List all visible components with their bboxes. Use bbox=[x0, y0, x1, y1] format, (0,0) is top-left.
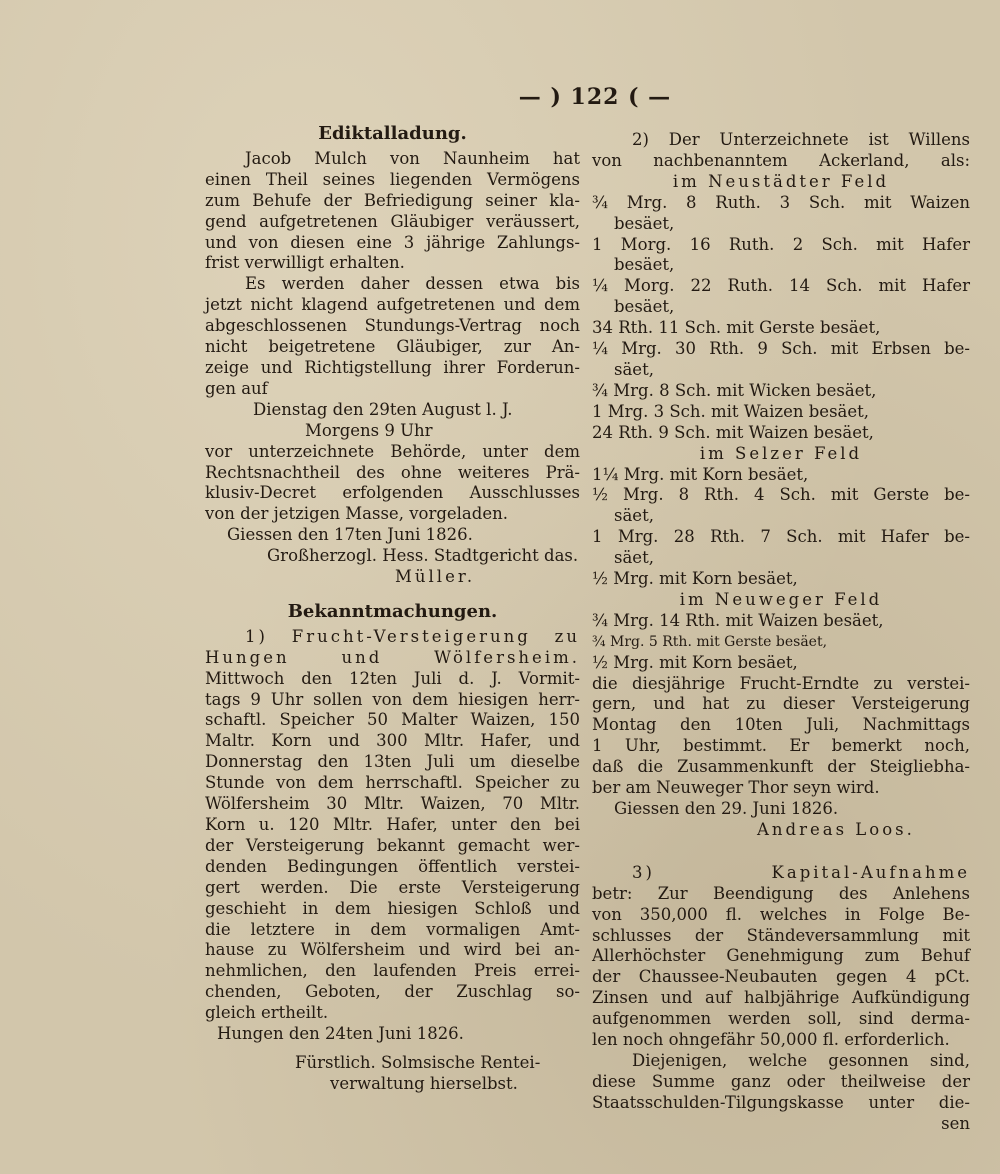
list-item: 1¼ Mrg. mit Korn besäet, bbox=[592, 464, 809, 484]
text-line: 1 Uhr, bestimmt. Er bemerkt noch, bbox=[592, 736, 970, 756]
text-line: klusiv-Decret erfolgenden Ausschlusses bbox=[205, 483, 580, 503]
text-line: chenden, Geboten, der Zuschlag so- bbox=[205, 982, 580, 1002]
list-item: besäet, bbox=[614, 255, 675, 275]
field-intro bbox=[592, 130, 970, 172]
text-line: Stunde von dem herrschaftl. Speicher zu bbox=[205, 773, 580, 793]
list-item: ¾ Mrg. 8 Sch. mit Wicken besäet, bbox=[592, 380, 877, 400]
list-item: besäet, bbox=[614, 213, 675, 233]
text-line: von der jetzigen Masse, vorgeladen. bbox=[205, 504, 508, 524]
list-item: ½ Mrg. mit Korn besäet, bbox=[592, 652, 798, 672]
field-heading: im Neustädter Feld bbox=[672, 171, 890, 191]
auction-authority-line: Fürstlich. Solmsische Rentei- bbox=[295, 1052, 541, 1072]
field-list-1 bbox=[592, 193, 970, 444]
text-line: schlusses der Ständeversammlung mit bbox=[592, 925, 970, 945]
text-line: hause zu Wölfersheim und wird bei an- bbox=[205, 940, 580, 960]
text-line: Staatsschulden-Tilgungskasse unter die- bbox=[592, 1092, 970, 1112]
text-line: zeige und Richtigstellung ihrer Forderun- bbox=[205, 357, 580, 377]
page-number: — ) 122 ( — bbox=[518, 84, 672, 110]
list-item: 1 Mrg. 28 Rth. 7 Sch. mit Hafer be- bbox=[592, 527, 970, 547]
spacer bbox=[205, 1045, 580, 1053]
text-line: die diesjährige Frucht-Erndte zu verstei- bbox=[592, 673, 970, 693]
text-line: Montag den 10ten Juli, Nachmittags bbox=[592, 715, 970, 735]
text-line: abgeschlossenen Stundungs-Vertrag noch bbox=[205, 316, 580, 336]
list-item: 34 Rth. 11 Sch. mit Gerste besäet, bbox=[592, 318, 881, 338]
edict-paragraph-3 bbox=[205, 442, 580, 526]
edict-paragraph-2 bbox=[205, 274, 580, 399]
list-item: ¾ Mrg. 8 Ruth. 3 Sch. mit Waizen bbox=[592, 192, 970, 212]
text-line: diese Summe ganz oder theilweise der bbox=[592, 1071, 970, 1091]
text-line: daß die Zusammenkunft der Steigliebha- bbox=[592, 757, 970, 777]
text-line: Diejenigen, welche gesonnen sind, bbox=[632, 1050, 970, 1070]
text-line: gern, und hat zu dieser Versteigerung bbox=[592, 694, 970, 714]
text-line: der Versteigerung bekannt gemacht wer- bbox=[205, 835, 580, 855]
auction-paragraph bbox=[205, 669, 580, 1024]
text-line: Rechtsnachtheil des ohne weiteres Prä- bbox=[205, 462, 580, 482]
list-item: 1 Mrg. 3 Sch. mit Waizen besäet, bbox=[592, 401, 870, 421]
text-line: gend aufgetretenen Gläubiger veräussert, bbox=[205, 211, 580, 231]
field-list-2 bbox=[592, 465, 970, 590]
text-line: Morgens 9 Uhr bbox=[305, 420, 433, 440]
list-item: 24 Rth. 9 Sch. mit Waizen besäet, bbox=[592, 422, 874, 442]
edict-signature: Müller. bbox=[395, 567, 476, 587]
list-item: 1 Morg. 16 Ruth. 2 Sch. mit Hafer bbox=[592, 234, 970, 254]
auction-place-date: Hungen den 24ten Juni 1826. bbox=[217, 1024, 464, 1044]
text-line: Dienstag den 29ten August l. J. bbox=[253, 399, 513, 419]
text-line: Wölfersheim 30 Mltr. Waizen, 70 Mltr. bbox=[205, 794, 580, 814]
field-heading: im Selzer Feld bbox=[699, 443, 863, 463]
text-line: 1) Frucht-Versteigerung zu bbox=[245, 626, 580, 646]
left-column bbox=[205, 124, 580, 1095]
text-line: gert werden. Die erste Versteigerung bbox=[205, 877, 580, 897]
text-line: betr: Zur Beendigung des Anlehens bbox=[592, 883, 970, 903]
edict-paragraph-1 bbox=[205, 149, 580, 274]
text-line: die letztere in dem vormaligen Amt- bbox=[205, 919, 580, 939]
auction-authority-line: verwaltung hierselbst. bbox=[330, 1073, 518, 1093]
list-item: ½ Mrg. 8 Rth. 4 Sch. mit Gerste be- bbox=[592, 485, 970, 505]
text-line: ber am Neuweger Thor seyn wird. bbox=[592, 778, 880, 798]
text-line: Jacob Mulch von Naunheim hat bbox=[245, 148, 580, 168]
announcements-heading: Bekanntmachungen. bbox=[287, 600, 498, 622]
list-item: ¾ Mrg. 5 Rth. mit Gerste besäet, bbox=[592, 633, 828, 650]
list-item: ¼ Morg. 22 Ruth. 14 Sch. mit Hafer bbox=[592, 276, 970, 296]
text-line: zum Behufe der Befriedigung seiner kla- bbox=[205, 190, 580, 210]
list-item: säet, bbox=[614, 548, 654, 568]
capital-paragraph-2 bbox=[592, 1051, 970, 1114]
text-line: schaftl. Speicher 50 Malter Waizen, 150 bbox=[205, 710, 580, 730]
text-line: Es werden daher dessen etwa bis bbox=[245, 274, 580, 294]
list-item: säet, bbox=[614, 506, 654, 526]
text-line: 3) Kapital-Aufnahme bbox=[632, 862, 970, 882]
list-item: besäet, bbox=[614, 297, 675, 317]
edict-date bbox=[205, 400, 580, 442]
text-line: einen Theil seines liegenden Vermögens bbox=[205, 169, 580, 189]
field-place-date: Giessen den 29. Juni 1826. bbox=[614, 799, 839, 818]
text-line: von 350,000 fl. welches in Folge Be- bbox=[592, 904, 970, 924]
field-list-3 bbox=[592, 611, 970, 674]
right-column bbox=[592, 130, 970, 1135]
text-line: Donnerstag den 13ten Juli um dieselbe bbox=[205, 752, 580, 772]
catchword: sen bbox=[941, 1113, 970, 1133]
text-line: jetzt nicht klagend aufgetretenen und dem bbox=[205, 295, 580, 315]
field-signature: Andreas Loos. bbox=[757, 819, 915, 839]
list-item: säet, bbox=[614, 359, 654, 379]
text-line: nicht beigetretene Gläubiger, zur An- bbox=[205, 337, 580, 357]
text-line: geschieht in dem hiesigen Schloß und bbox=[205, 898, 580, 918]
text-line: denden Bedingungen öffentlich verstei- bbox=[205, 856, 580, 876]
edict-authority: Großherzogl. Hess. Stadtgericht das. bbox=[267, 546, 579, 566]
field-heading: im Neuweger Feld bbox=[679, 589, 883, 609]
text-line: Maltr. Korn und 300 Mltr. Hafer, und bbox=[205, 731, 580, 751]
text-line: gen auf bbox=[205, 378, 268, 398]
capital-paragraph bbox=[592, 863, 970, 1051]
text-line: der Chaussee-Neubauten gegen 4 pCt. bbox=[592, 967, 970, 987]
spacer bbox=[205, 588, 580, 602]
text-line: von nachbenanntem Ackerland, als: bbox=[592, 150, 970, 170]
text-line: und von diesen eine 3 jährige Zahlungs- bbox=[205, 232, 580, 252]
text-line: tags 9 Uhr sollen von dem hiesigen herr- bbox=[205, 689, 580, 709]
text-line: Hungen und Wölfersheim. bbox=[205, 647, 580, 667]
auction-title bbox=[205, 627, 580, 669]
text-line: gleich ertheilt. bbox=[205, 1003, 329, 1023]
text-line: aufgenommen werden soll, sind derma- bbox=[592, 1009, 970, 1029]
edict-heading: Ediktalladung. bbox=[318, 123, 467, 144]
text-line: Korn u. 120 Mltr. Hafer, unter den bei bbox=[205, 815, 580, 834]
text-line: Mittwoch den 12ten Juli d. J. Vormit- bbox=[205, 668, 580, 688]
text-line: len noch ohngefähr 50,000 fl. erforderlich. bbox=[592, 1030, 950, 1050]
edict-place-date: Giessen den 17ten Juni 1826. bbox=[227, 525, 473, 545]
list-item: ¼ Mrg. 30 Rth. 9 Sch. mit Erbsen be- bbox=[592, 339, 970, 359]
field-closing bbox=[592, 674, 970, 799]
text-line: 2) Der Unterzeichnete ist Willens bbox=[632, 130, 970, 149]
list-item: ½ Mrg. mit Korn besäet, bbox=[592, 569, 798, 589]
text-line: Zinsen und auf halbjährige Aufkündigung bbox=[592, 988, 970, 1008]
spacer bbox=[592, 841, 970, 863]
list-item: ¾ Mrg. 14 Rth. mit Waizen besäet, bbox=[592, 610, 884, 630]
text-line: frist verwilligt erhalten. bbox=[205, 253, 405, 273]
text-line: nehmlichen, den laufenden Preis errei- bbox=[205, 961, 580, 981]
text-line: Allerhöchster Genehmigung zum Behuf bbox=[592, 946, 970, 966]
text-line: vor unterzeichnete Behörde, unter dem bbox=[205, 441, 580, 461]
